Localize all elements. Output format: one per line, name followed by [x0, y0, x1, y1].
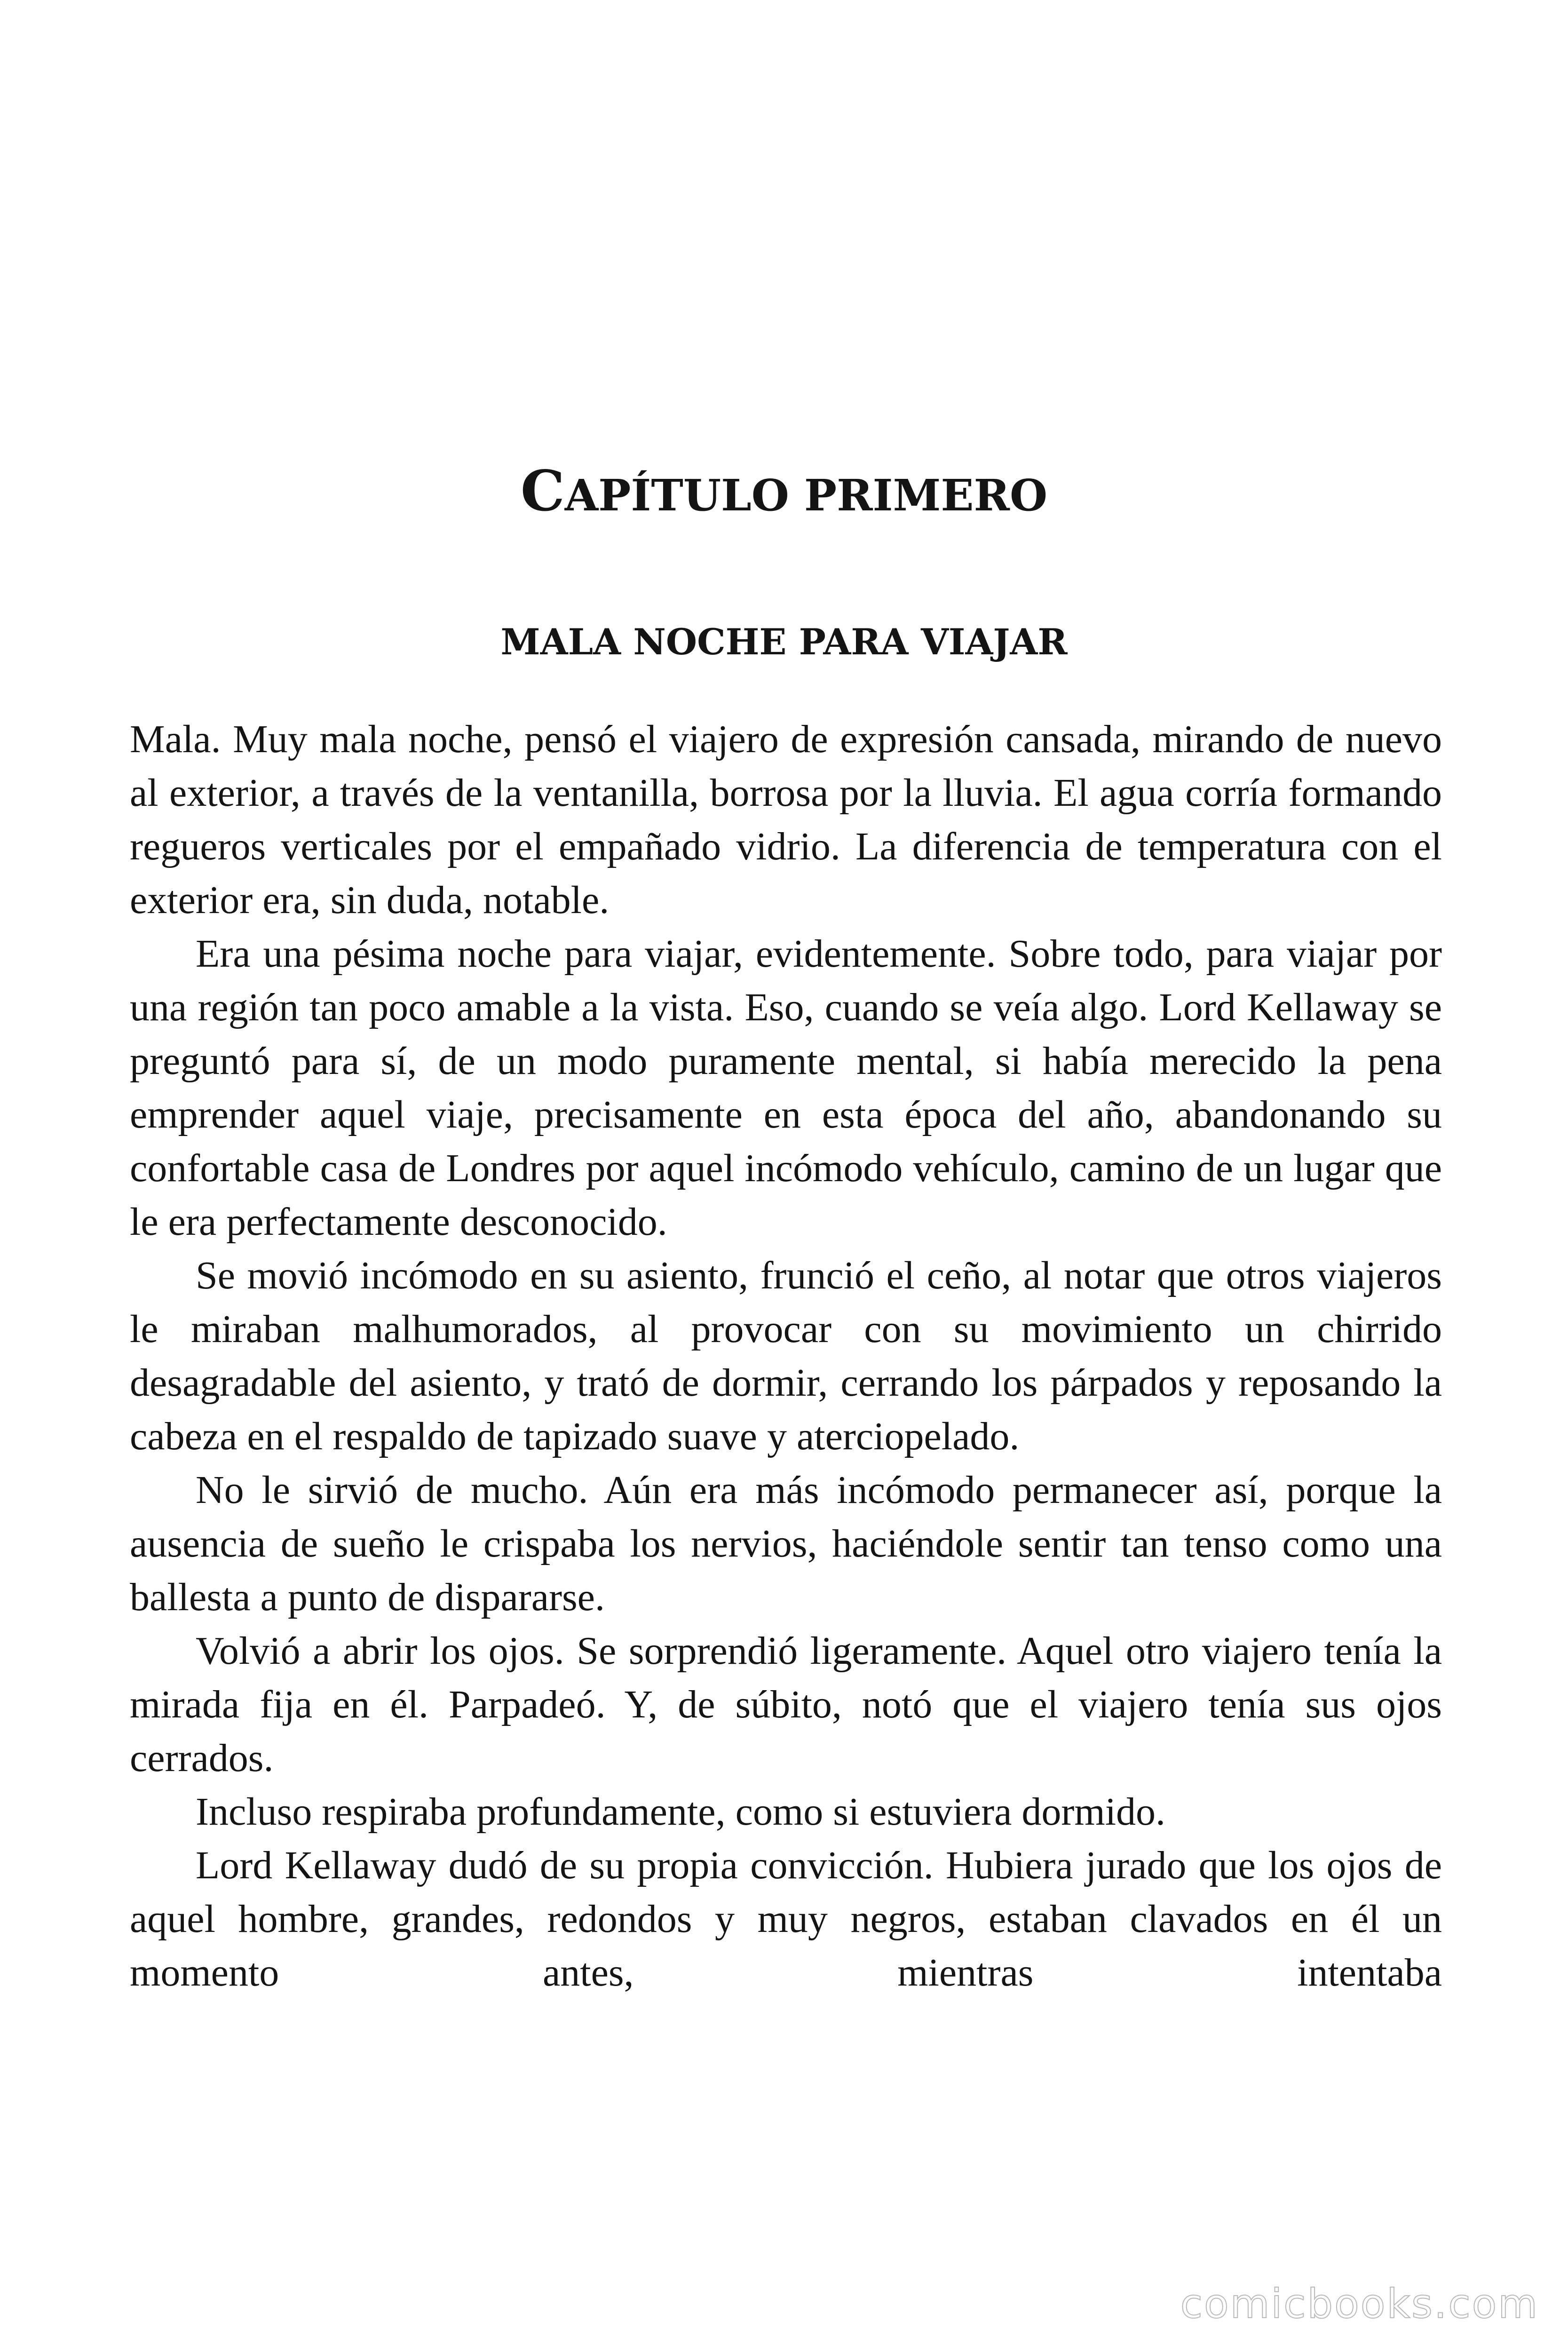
- paragraph-4: No le sirvió de mucho. Aún era más incómodo permanecer así, porque la ausencia de sueño le crispaba los nervios, haciéndole sentir tan tenso como una ballesta a punto de dispararse.: [130, 1468, 1442, 1619]
- paragraph-3: Se movió incómodo en su asiento, frunció el ceño, al notar que otros viajeros le miraban malhumorados, al provocar con su movimiento un chirrido desagradable del asiento, y trató de dormir, cerrando los párpados y reposando la cabeza en el respaldo de tapizado suave y aterciopelado.: [130, 1254, 1442, 1458]
- section-title: MALA NOCHE PARA VIAJAR: [500, 621, 1068, 663]
- watermark-logo: comicbooks.com: [1180, 2280, 1539, 2328]
- paragraph-1: Mala. Muy mala noche, pensó el viajero de expresión cansada, mirando de nuevo al exterior, a través de la ventanilla, borrosa por la lluvia. El agua corría formando regueros verticales por el empañado vidrio. La diferencia de temperatura con el exterior era, sin duda, notable.: [130, 717, 1442, 922]
- paragraph-6: Incluso respiraba profundamente, como si estuviera dormido.: [196, 1790, 1166, 1834]
- paragraph-7: Lord Kellaway dudó de su propia convicción. Hubiera jurado que los ojos de aquel hombre, grandes, redondos y muy negros, estaban clavados en él un momento antes, mientras intentaba: [130, 1843, 1442, 1994]
- chapter-title: [0, 458, 1568, 524]
- paragraph-5: Volvió a abrir los ojos. Se sorprendió ligeramente. Aquel otro viajero tenía la mirada fija en él. Parpadeó. Y, de súbito, notó que el viajero tenía sus ojos cerrados.: [130, 1629, 1442, 1780]
- chapter-title-rest: APÍTULO PRIMERO: [564, 470, 1048, 521]
- paragraph-2: Era una pésima noche para viajar, evidentemente. Sobre todo, para viajar por una región tan poco amable a la vista. Eso, cuando se veía algo. Lord Kellaway se preguntó para sí, de un modo puramente mental, si había merecido la pena emprender aquel viaje, precisamente en esta época del año, abandonando su confortable casa de Londres por aquel incómodo vehículo, camino de un lugar que le era perfectamente desconocido.: [130, 932, 1442, 1244]
- body-text: [130, 713, 1442, 2000]
- chapter-title-initial: C: [520, 458, 565, 524]
